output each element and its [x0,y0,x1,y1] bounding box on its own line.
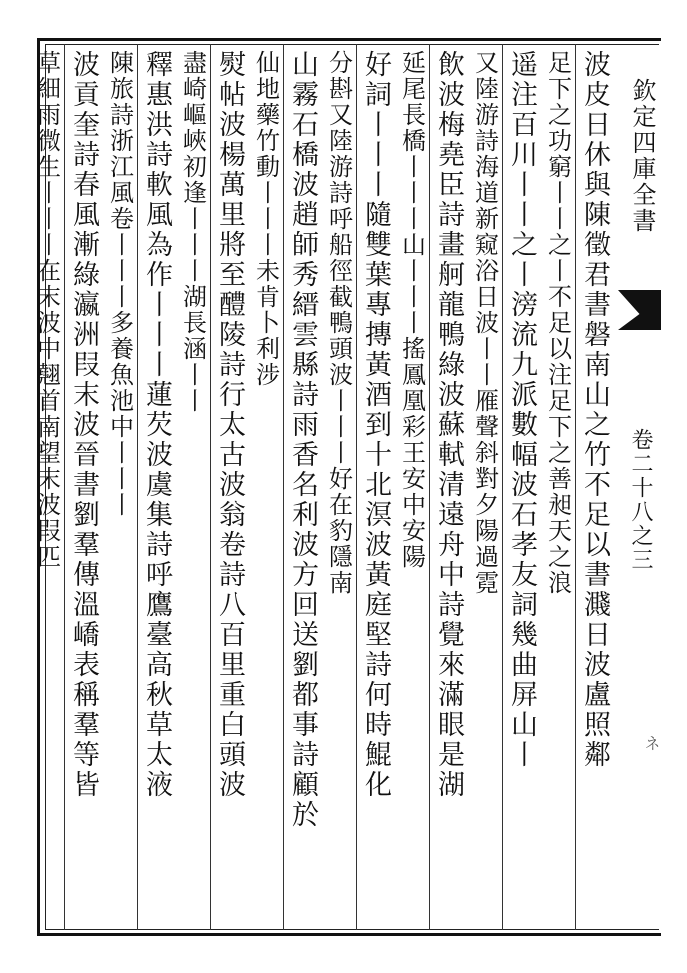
column-rule [283,44,284,930]
text-column: 好詞丨丨丨隨雙葉專摶黃酒到十北溟波黃庭堅詩何時鯤化 [360,50,391,800]
page-mark: ネ [642,735,661,751]
column-rule [137,44,138,930]
text-column: 盡崎嶇峽初逢丨丨丨湖長涵丨丨 [178,50,207,414]
text-column: 又陸游詩海道新窥浴日波丨丨雁聲斜對夕陽過霓 [470,50,499,596]
text-column: 釋惠洪詩軟風為作丨丨丨蓮芡波虞集詩呼鷹臺高秋草太液 [141,50,172,800]
text-column: 仙地藥竹動丨丨丨未肯卜利涉 [251,50,280,388]
text-column: 飲波梅堯臣詩畫舸龍鴨綠波蘇軾清遠舟中詩覺來滿眼是湖 [433,50,464,800]
text-column: 遥注百川丨丨之丨滂流九派數幅波石孝友詞幾曲屏山丨 [506,50,537,770]
text-column: 草細雨微生丨丨丨在末波中翹首南望末波叚匹 [32,50,61,570]
column-rule [502,44,503,930]
text-column: 熨帖波楊萬里將至醴陵詩行太古波翁卷詩八百里重白頭波 [214,50,245,800]
column-rule [64,44,65,930]
text-column: 山霧石橋波趙師秀縉雲縣詩雨香名利波方回送劉都事詩顧於 [287,50,318,830]
column-rule [575,44,576,930]
text-column: 分斟又陸游詩呼船徑截鴨頭波丨丨丨好在豹隱南 [324,50,353,596]
volume-label: 卷二十八之三 [628,428,653,572]
margin-strip [615,38,661,936]
text-column: 陳旅詩浙江風卷丨丨丨多養魚池中丨丨丨 [105,50,134,518]
book-title: 欽定四庫全書 [628,78,656,234]
text-column: 延尾長橋丨丨丨山丨丨丨搖鳳凰彩王安中安陽 [397,50,426,570]
text-column: 足下之功窮丨丨之丨不足以注足下之善昶天之浪 [543,50,572,596]
column-rule [210,44,211,930]
text-column: 波貢奎詩春風漸綠瀛洲叚末波晉書劉羣傳溫嶠表稱羣等皆 [68,50,99,800]
text-column: 波皮日休與陳徵君書磐南山之竹不足以書濺日波盧照鄰 [579,50,610,770]
column-rule [356,44,357,930]
column-rule [429,44,430,930]
